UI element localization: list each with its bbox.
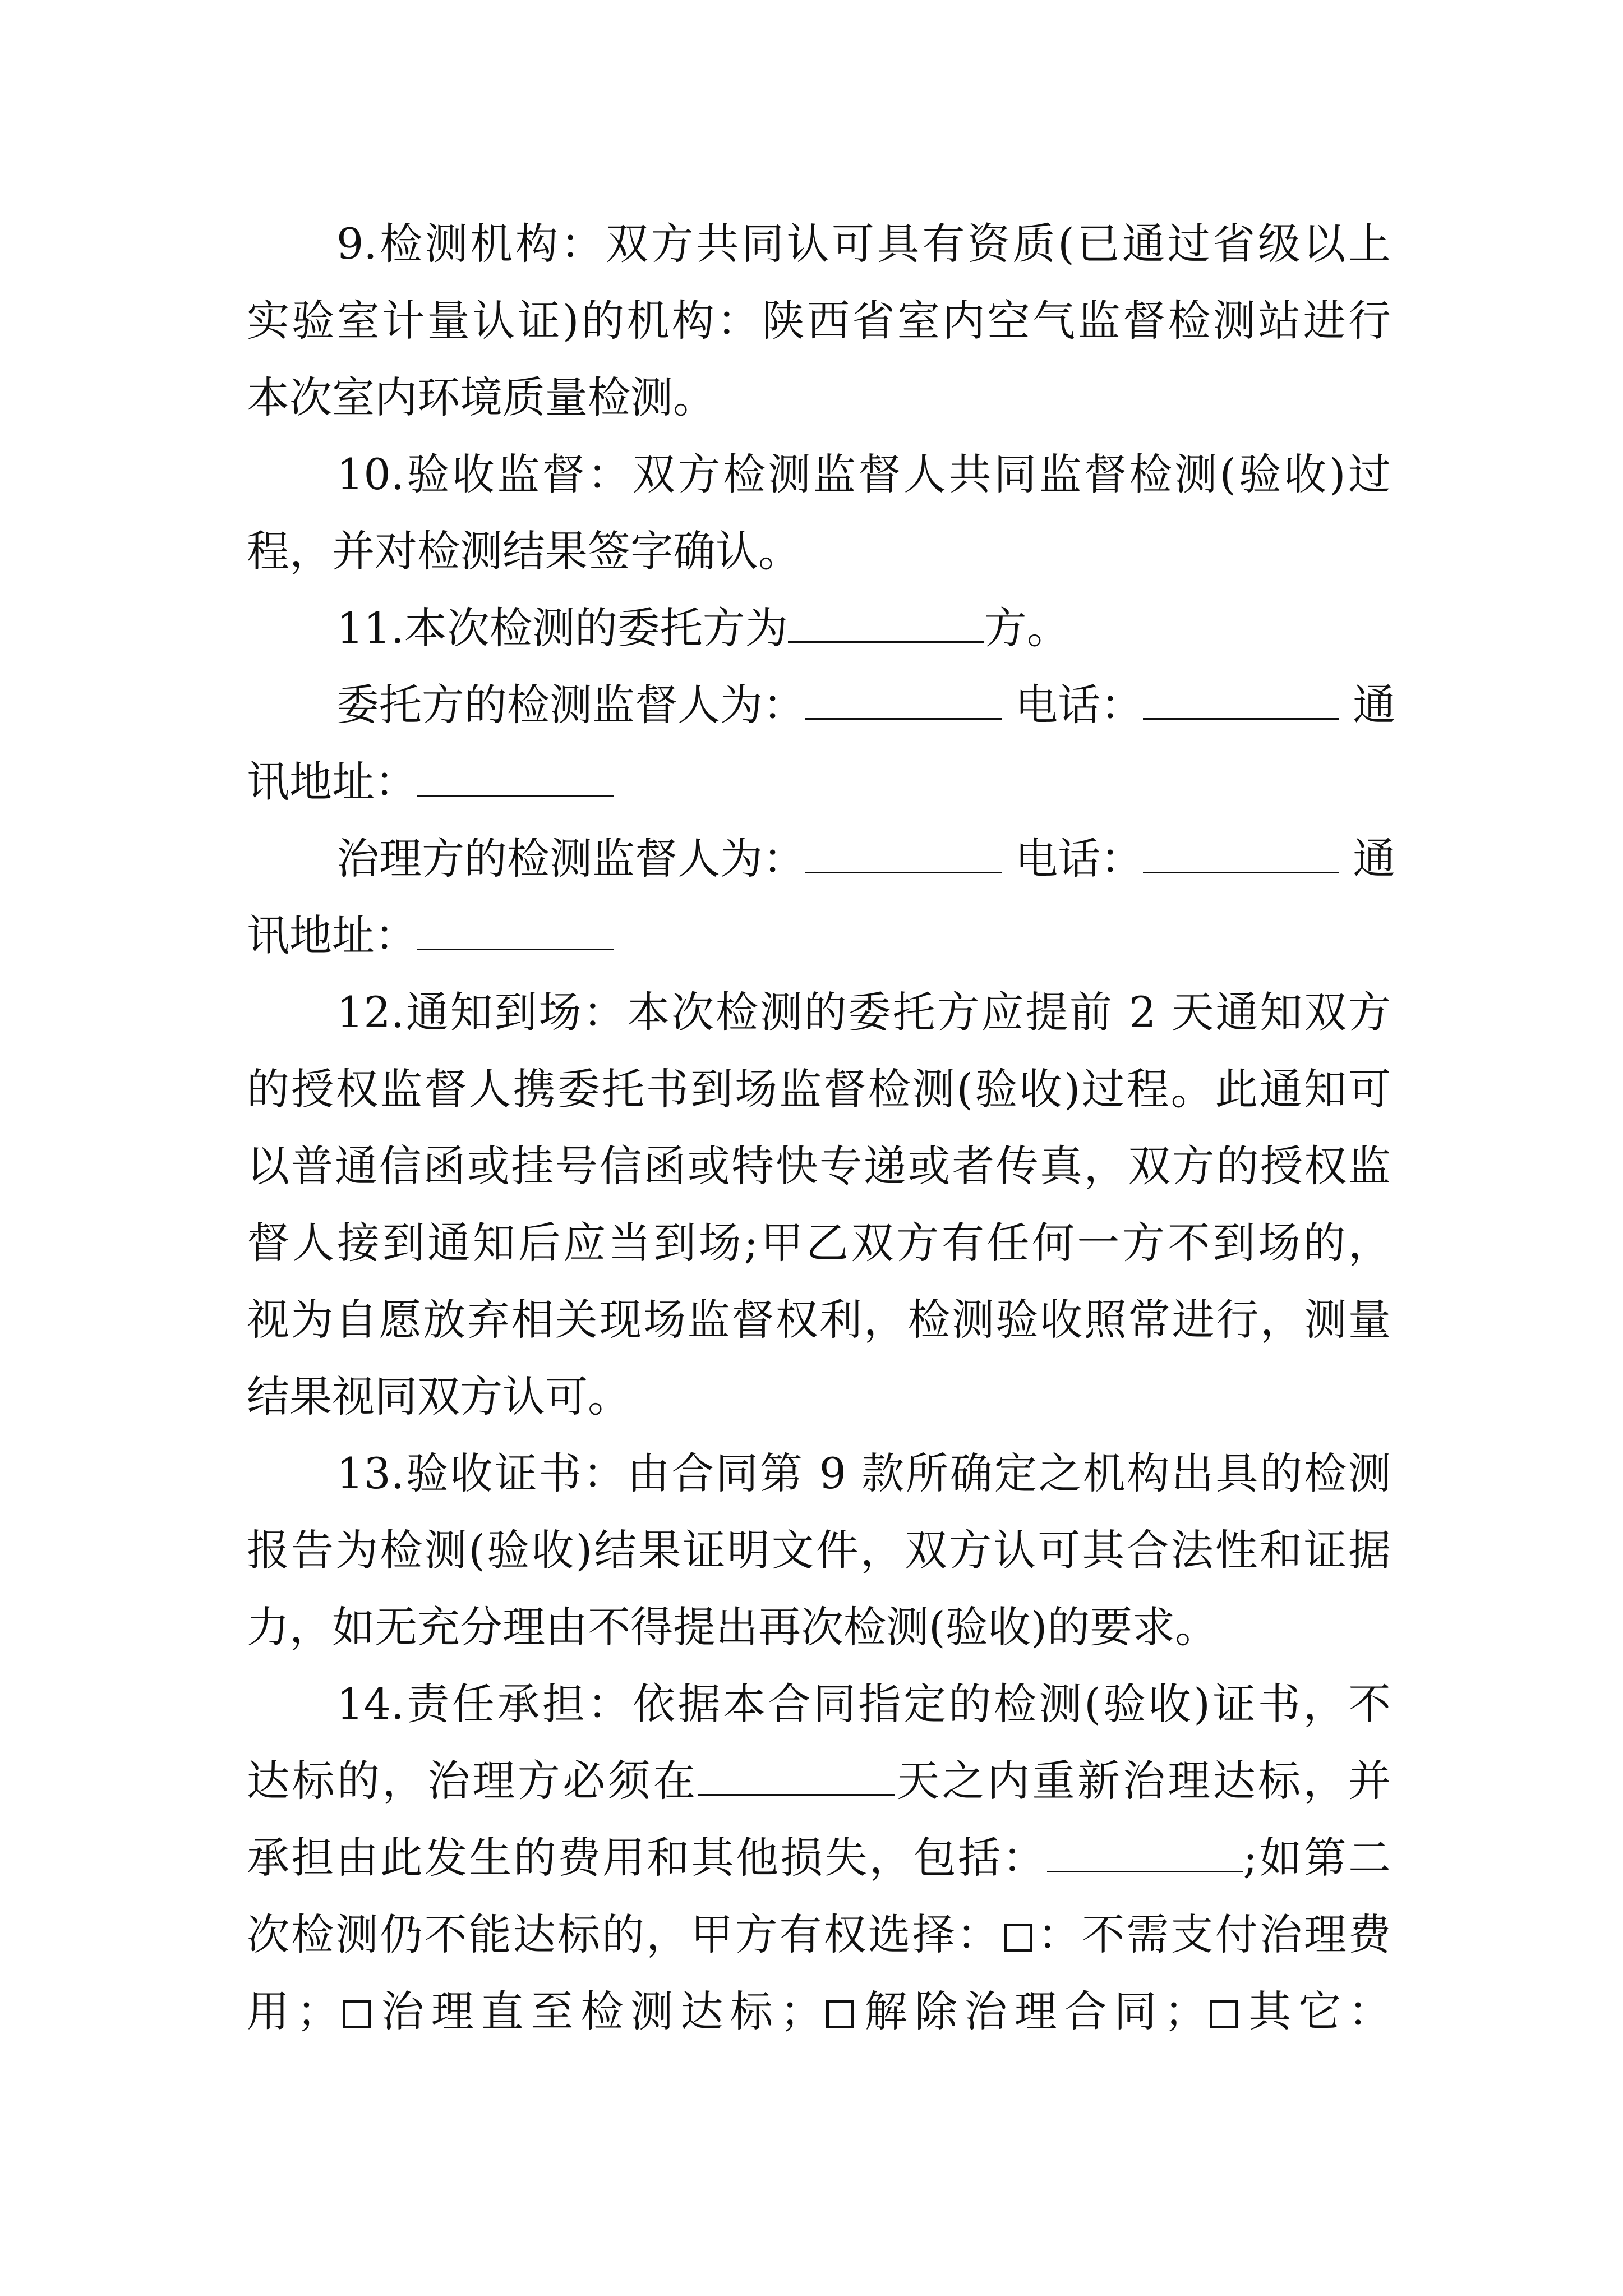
clause-14-line-1: 14.责任承担：依据本合同指定的检测(验收)证书，不 (336, 1679, 1391, 1729)
client-phone-label: 电话： (1015, 680, 1144, 730)
clause-11-text-a: 11.本次检测的委托方为 (336, 603, 788, 653)
governor-address-line (247, 897, 1391, 974)
clause-10-line-1: 10.验收监督：双方检测监督人共同监督检测(验收)过 (336, 449, 1391, 499)
governor-supervisor-label: 治理方的检测监督人为： (336, 834, 805, 884)
option-no-fee-label: ：不需支付治理费 (1036, 1910, 1391, 1959)
clause-12-line-3: 以普通信函或挂号信函或特快专递或者传真，双方的授权监 (247, 1141, 1391, 1191)
option-terminate-label: 解除治理合同； (857, 1986, 1207, 2036)
clause-14-line-4 (247, 1896, 1391, 1973)
option-other-label: 其它： (1241, 1986, 1391, 2036)
client-party-blank (788, 609, 984, 643)
clause-13-line-3: 力，如无充分理由不得提出再次检测(验收)的要求。 (247, 1602, 1218, 1652)
option-other-checkbox[interactable] (1210, 2000, 1238, 2028)
governor-address-prefix: 通 (1353, 834, 1396, 884)
losses-included-blank (1047, 1838, 1243, 1872)
governor-address-blank (417, 916, 614, 950)
client-address-line (247, 743, 1391, 820)
option-retreat-label: 治理直至检测达标； (374, 1986, 823, 2036)
clause-11-text-b: 方。 (984, 603, 1069, 653)
clause-12-line-5: 视为自愿放弃相关现场监督权利，检测验收照常进行，测量 (247, 1295, 1391, 1345)
client-phone-blank (1143, 685, 1339, 720)
governor-phone-label: 电话： (1015, 834, 1144, 884)
client-address-blank (417, 762, 614, 797)
clause-14-line-2 (247, 1742, 1391, 1819)
clause-13-line-2: 报告为检测(验收)结果证明文件，双方认可其合法性和证据 (247, 1525, 1391, 1575)
clause-9-line-2: 实验室计量认证)的机构：陕西省室内空气监督检测站进行 (247, 296, 1391, 346)
governor-phone-blank (1143, 839, 1339, 873)
clause-14-line-3 (247, 1819, 1391, 1896)
option-no-fee-checkbox[interactable] (1004, 1924, 1032, 1952)
client-supervisor-line (336, 666, 1396, 743)
clause-14-text-a: 达标的，治理方必须在 (247, 1756, 698, 1806)
clause-14-text-e: 次检测仍不能达标的，甲方有权选择： (247, 1910, 1002, 1959)
governor-supervisor-line (336, 820, 1396, 897)
option-retreat-checkbox[interactable] (343, 2000, 371, 2028)
option-terminate-checkbox[interactable] (826, 2000, 854, 2028)
clause-14-line-5 (247, 1973, 1391, 2050)
clause-11-line-1 (336, 590, 1391, 666)
clause-14-text-f: 用； (247, 1986, 339, 2036)
clause-10-line-2: 程，并对检测结果签字确认。 (247, 526, 801, 576)
governor-address-label: 讯地址： (247, 910, 417, 960)
clause-12-line-6: 结果视同双方认可。 (247, 1372, 630, 1421)
retreatment-days-blank (698, 1761, 895, 1796)
clause-14-text-c: 承担由此发生的费用和其他损失，包括： (247, 1833, 1047, 1883)
clause-9-line-1: 9.检测机构：双方共同认可具有资质(已通过省级以上 (336, 219, 1391, 269)
clause-14-text-d: ;如第二 (1243, 1833, 1391, 1883)
clause-13-line-1: 13.验收证书：由合同第 9 款所确定之机构出具的检测 (336, 1448, 1391, 1498)
client-address-label: 讯地址： (247, 757, 417, 807)
governor-supervisor-blank (805, 839, 1002, 873)
clause-12-line-2: 的授权监督人携委托书到场监督检测(验收)过程。此通知可 (247, 1064, 1391, 1114)
clause-14-text-b: 天之内重新治理达标，并 (894, 1756, 1391, 1806)
clause-9-line-3: 本次室内环境质量检测。 (247, 372, 716, 422)
clause-12-line-1: 12.通知到场：本次检测的委托方应提前 2 天通知双方 (336, 987, 1391, 1037)
clause-12-line-4: 督人接到通知后应当到场;甲乙双方有任何一方不到场的， (247, 1218, 1391, 1268)
client-address-prefix: 通 (1353, 680, 1396, 730)
client-supervisor-label: 委托方的检测监督人为： (336, 680, 805, 730)
client-supervisor-blank (805, 685, 1002, 720)
